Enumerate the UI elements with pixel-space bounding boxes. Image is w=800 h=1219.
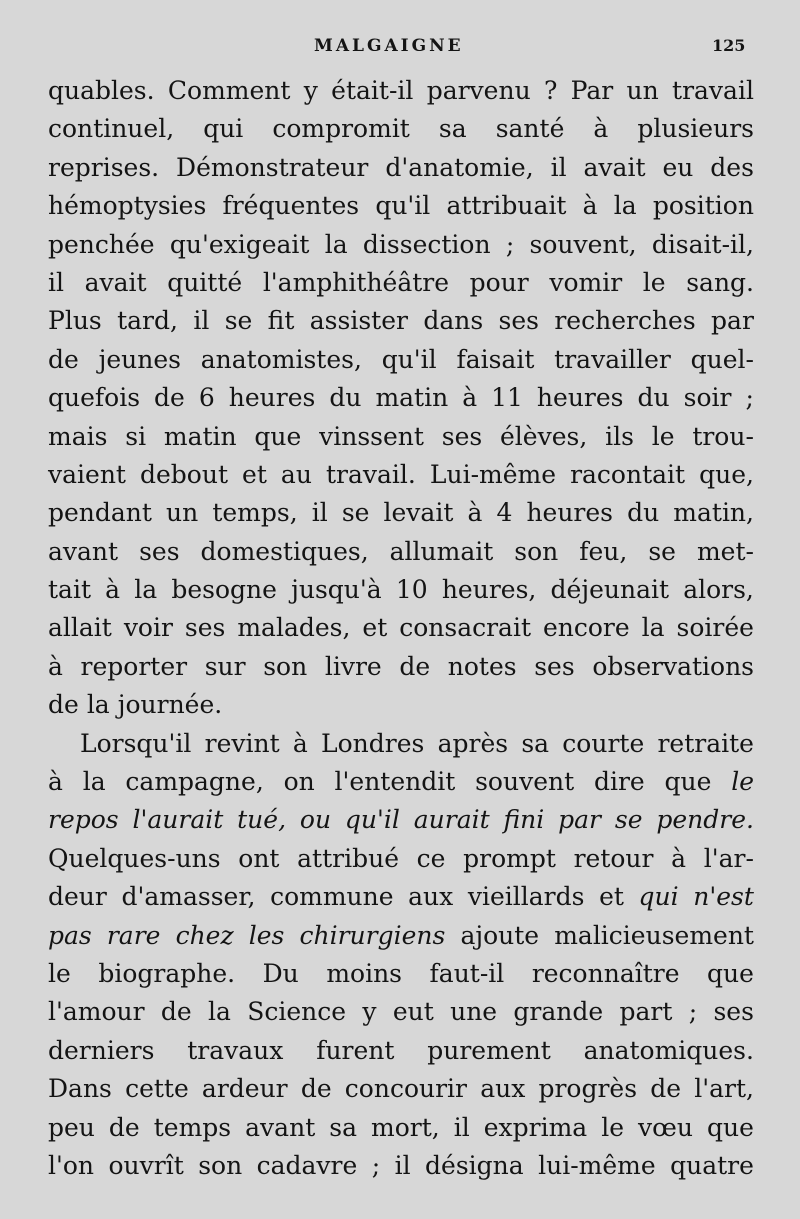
word: campagne, [125,767,264,797]
word: continuel, [48,114,175,144]
word: n'est [693,882,754,912]
word: fit [267,306,295,336]
text-line [48,840,754,878]
word: de [160,997,192,1027]
text-line [48,149,754,187]
word: moins [326,958,402,988]
word: prompt [463,843,556,873]
word: 6 [198,383,215,413]
word: ; [505,229,515,259]
text-line [48,1070,754,1108]
word: faut-il [429,958,505,988]
word: retraite [657,728,754,758]
word: domestiques, [200,536,369,566]
word: ouvrît [108,1150,184,1180]
text-line [48,494,754,532]
word: l'entendit [334,767,456,797]
word: ou [299,805,332,835]
word: temps, [212,498,298,528]
word: ? [543,76,558,105]
word: était-il [331,76,414,105]
word: par [558,805,601,835]
word: si [125,421,147,451]
word: consacrait [399,613,532,643]
word: il [394,1150,411,1180]
word: heures [536,383,624,413]
text-line [48,801,754,839]
word: le [48,958,71,988]
word: son [198,1150,243,1180]
word: eu [662,152,694,182]
word: se [224,306,253,336]
text-line [48,993,754,1031]
word: parvenu [426,76,531,105]
word: aurait [413,805,490,835]
word: qu'il [381,344,437,374]
word: biographe. [98,958,236,988]
word: matin [375,383,449,413]
word: Du [262,958,299,988]
word: lui-même [538,1150,656,1180]
word: un [626,76,659,105]
word: attribuait [446,191,567,221]
word: peu [48,1112,95,1142]
word: pour [469,267,529,297]
word: attribué [297,843,399,873]
word: derniers [48,1035,155,1065]
word: qui [203,114,244,144]
word: sa [438,114,467,144]
word: deur [48,882,107,912]
word: eut [392,997,434,1027]
word: se [614,805,643,835]
word: déjeunait [550,575,670,605]
word: fini [503,805,545,835]
text-line [48,418,754,456]
word: mort, [371,1112,440,1142]
word: ses [139,536,180,566]
text-line [48,110,754,148]
word: des [710,152,754,182]
word: travailler [554,344,671,374]
word: un [166,498,199,528]
word: fréquentes [222,191,360,221]
word: jusqu'à [291,575,382,605]
word: et [362,613,388,643]
word: à [462,383,478,413]
word: l'amour [48,997,145,1027]
word: il [311,498,328,528]
text-line [48,686,754,724]
word: le [651,421,675,451]
word: hémoptysies [48,191,207,221]
word: vinssent [319,421,424,451]
word: anatomistes, [200,344,362,374]
word: ; [688,997,698,1027]
word: pendant [48,498,152,528]
word: sang. [686,267,754,297]
word: souvent [475,767,575,797]
word: retour [573,843,654,873]
word: ses [713,997,754,1027]
word: vomir [549,267,623,297]
word: d'amasser, [121,882,256,912]
text-line [48,1032,754,1070]
body-text [48,72,754,1185]
word: Plus [48,306,102,336]
text-line [48,341,754,379]
word: 10 [395,575,428,605]
word: sa [329,1112,357,1142]
word: penchée [48,229,155,259]
word: ses [498,306,539,336]
word: soir [683,383,732,413]
word: matin [163,421,237,451]
word: revint [204,728,280,758]
word: élèves, [500,421,588,451]
word: recherches [554,306,696,336]
word: dans [423,306,484,336]
word: y [303,76,318,105]
word: et [242,459,267,489]
text-line [48,917,754,955]
word: heures [526,498,614,528]
word: travaux [187,1035,284,1065]
word: le [601,1112,625,1142]
word: livre [324,651,382,681]
word: de [48,344,79,374]
word: cette [125,1074,189,1104]
word: position [652,191,754,221]
word: ; [745,383,754,413]
word: journée. [117,690,223,720]
word: matin, [673,498,754,528]
word: Comment [167,76,291,105]
word: exprima [483,1112,588,1142]
word: l'ar- [703,843,754,873]
text-line [48,226,754,264]
word: tait [48,575,91,605]
word: malades, [237,613,351,643]
word: à [48,651,63,681]
word: heures [228,383,316,413]
text-line [48,878,754,916]
word: l'aurait [132,805,224,835]
word: reporter [80,651,188,681]
word: Démonstrateur [176,152,369,182]
word: l'amphithéâtre [262,267,450,297]
word: du [627,498,660,528]
word: ont [238,843,280,873]
word: besogne [171,575,277,605]
word: cadavre [256,1150,358,1180]
word: levait [383,498,454,528]
word: vaient [48,459,126,489]
word: à [671,843,687,873]
word: notes [447,651,517,681]
word: désigna [425,1150,524,1180]
word: par [711,306,754,336]
word: il [48,267,64,297]
word: sa [521,728,550,758]
word: quefois [48,383,141,413]
word: la [324,229,348,259]
word: aux [480,1074,526,1104]
word: anatomiques. [583,1035,754,1065]
word: observations [592,651,754,681]
word: vieillards [467,882,585,912]
word: la [86,690,110,720]
word: jeunes [98,344,181,374]
text-line [48,379,754,417]
word: racontait [570,459,686,489]
word: l'on [48,1150,95,1180]
word: on [283,767,315,797]
word: ardeur [201,1074,288,1104]
word: aux [408,882,454,912]
word: avant [245,1112,316,1142]
word: qu'il [375,191,431,221]
word: ils [605,421,634,451]
word: sur [204,651,246,681]
word: que [707,1112,754,1142]
text-line [48,609,754,647]
text-line [48,264,754,302]
word: progrès [538,1074,638,1104]
word: travail. [325,459,416,489]
word: de [108,1112,140,1142]
word: part [619,997,673,1027]
word: la [208,997,231,1027]
word: santé [495,114,565,144]
word: que [707,958,754,988]
word: purement [427,1035,551,1065]
running-title: MALGAIGNE [314,36,464,56]
word: le [731,767,754,797]
word: voir [123,613,173,643]
word: allumait [389,536,494,566]
word: furent [316,1035,395,1065]
word: Quelques-uns [48,843,221,873]
word: Londres [321,728,425,758]
word: la [82,767,106,797]
word: la [134,575,158,605]
text-line [48,571,754,609]
word: du [329,383,362,413]
word: quatre [670,1150,754,1180]
word: il [453,1112,470,1142]
word: heures, [441,575,537,605]
word: commune [270,882,394,912]
word: concourir [344,1074,468,1104]
word: chez [175,920,234,950]
word: ; [371,1150,381,1180]
word: rare [106,920,161,950]
word: dissection [362,229,491,259]
word: malicieusement [554,920,754,950]
word: son [514,536,559,566]
word: mais [48,421,108,451]
word: avait [84,267,147,297]
text-line [48,187,754,225]
word: Par [570,76,614,105]
word: quables. [48,76,155,105]
word: Dans [48,1074,112,1104]
word: ses [441,421,483,451]
word: allait [48,613,112,643]
word: debout [140,459,229,489]
text-line [48,533,754,571]
word: de [154,383,185,413]
word: travail [672,76,754,105]
word: se [648,536,676,566]
text-line [48,1147,754,1185]
word: disait-il, [651,229,754,259]
word: encore [542,613,630,643]
word: met- [696,536,754,566]
word: compromit [272,114,410,144]
word: ses [184,613,226,643]
word: à [48,767,63,797]
word: ce [416,843,446,873]
word: trou- [692,421,754,451]
word: au [280,459,312,489]
word: reconnaître [531,958,680,988]
word: à [105,575,121,605]
word: assister [309,306,408,336]
word: quel- [690,344,754,374]
word: qui [638,882,679,912]
word: il [550,152,567,182]
word: tard, [117,306,178,336]
word: reprises. [48,152,160,182]
word: Lui-même [429,459,557,489]
word: qu'exigeait [169,229,310,259]
word: 4 [496,498,513,528]
word: après [437,728,509,758]
word: que [664,767,712,797]
word: et [599,882,624,912]
page-header [0,36,800,70]
word: avant [48,536,119,566]
text-line [48,955,754,993]
word: chirurgiens [299,920,446,950]
word: de [650,1074,682,1104]
word: Lorsqu'il [80,728,192,758]
word: souvent, [529,229,637,259]
word: temps [153,1112,232,1142]
word: grande [513,997,604,1027]
word: Science [247,997,347,1027]
word: faisait [456,344,535,374]
word: plusieurs [637,114,754,144]
word: qu'il [344,805,400,835]
word: de [399,651,431,681]
word: de [300,1074,332,1104]
word: à [582,191,598,221]
word: les [248,920,285,950]
word: que [254,421,302,451]
word: pendre. [656,805,754,835]
word: repos [48,805,119,835]
word: soirée [676,613,754,643]
word: se [341,498,370,528]
text-line [48,1109,754,1147]
word: avait [583,152,646,182]
word: 11 [491,383,523,413]
word: la [641,613,665,643]
word: y [362,997,377,1027]
text-line [48,72,754,110]
word: à [292,728,308,758]
word: dire [593,767,645,797]
text-line [48,725,754,763]
word: tué, [237,805,287,835]
word: il [193,306,210,336]
word: l'art, [694,1074,754,1104]
word: que, [699,459,754,489]
word: à [467,498,483,528]
word: alors, [683,575,754,605]
word: la [613,191,637,221]
word: pas [48,920,92,950]
word: du [637,383,670,413]
word: ses [534,651,575,681]
word: d'anatomie, [385,152,534,182]
word: une [450,997,498,1027]
word: vœu [638,1112,693,1142]
word: à [593,114,609,144]
word: le [642,267,666,297]
text-line [48,648,754,686]
page-number: 125 [712,36,746,55]
text-line [48,763,754,801]
word: ajoute [460,920,540,950]
word: courte [562,728,645,758]
text-line [48,456,754,494]
word: son [263,651,308,681]
word: quitté [167,267,243,297]
word: de [48,690,79,720]
word: feu, [579,536,628,566]
text-line [48,302,754,340]
